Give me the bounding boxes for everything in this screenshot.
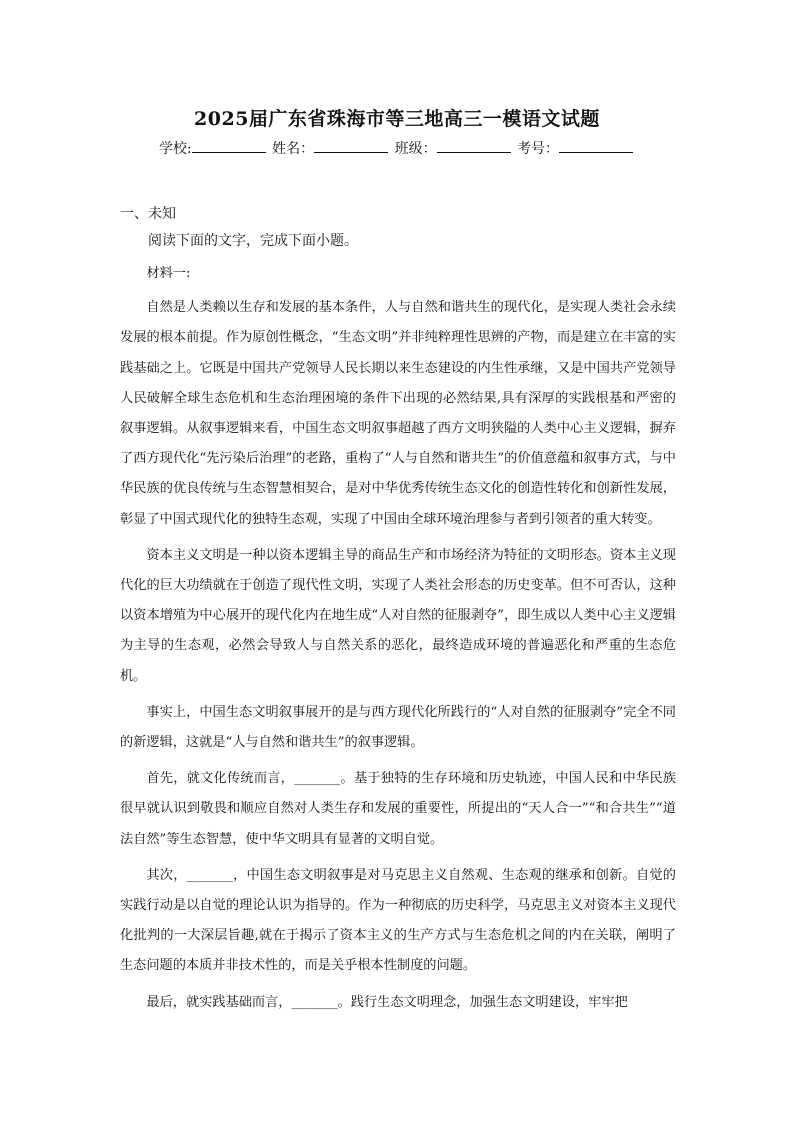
name-label: 姓名： [272,141,315,157]
paragraph: 自然是人类赖以生存和发展的基本条件，人与自然和谐共生的现代化，是实现人类社会永续发展的根本前提。作为原创性概念，“生态文明”并非纯粹理性思辨的产物，而是建立在丰富的实践基础之上。它既是中国共产党领导人民长期以来生态建设的内生性承继，又是中国共产党领导人民破解全球生态危机和生态治理困境的条件下出现的必然结果,具有深厚的实践根基和严密的叙事逻辑。从叙事逻辑来看，中国生态文明叙事超越了西方文明狭隘的人类中心主义逻辑，摒弃了西方现代化“先污染后治理”的老路，重构了“人与自然和谐共生”的价值意蕴和叙事方式，与中华民族的优良传统与生态智慧相契合，是对中华优秀传统生态文化的创造性转化和创新性发展，彰显了中国式现代化的独特生态观，实现了中国由全球环境治理参与者到引领者的重大转变。 [120,300,676,527]
paragraph: 资本主义文明是一种以资本逻辑主导的商品生产和市场经济为特征的文明形态。资本主义现代化的巨大功绩就在于创造了现代性文明，实现了人类社会形态的历史变革。但不可否认，这种以资本增殖为中心展开的现代化内在地生成“人对自然的征服剥夺”，即生成以人类中心主义逻辑为主导的生态观，必然会导致人与自然关系的恶化，最终造成环境的普遍恶化和严重的生态危机。 [120,547,676,684]
material-label: 材料一: [146,266,191,281]
page-title: 2025届广东省珠海市等三地高三一模语文试题 [194,108,600,130]
paragraph: 其次，_______，中国生态文明叙事是对马克思主义自然观、生态观的继承和创新。自觉的实践行动是以自觉的理论认识为指导的。作为一种彻底的历史科学，马克思主义对资本主义现代化批判的一大深层旨趣,就在于揭示了资本主义的生产方式与生态危机之间的内在关联，阐明了生态问题的本质并非技术性的，而是关乎根本性制度的问题。 [120,867,676,974]
class-blank[interactable] [437,139,511,153]
paragraph: 首先，就文化传统而言，_______。基于独特的生存环境和历史轨迹，中国人民和中华民族很早就认识到敬畏和顺应自然对人类生存和发展的重要性，所提出的“天人合一”“和合共生”“道法自然”等生态智慧，使中华文明具有显著的文明自觉。 [120,771,676,847]
paragraph: 事实上，中国生态文明叙事展开的是与西方现代化所践行的“人对自然的征服剥夺”完全不同的新逻辑，这就是“人与自然和谐共生”的叙事逻辑。 [120,704,676,751]
school-blank[interactable] [192,139,266,153]
name-blank[interactable] [314,139,388,153]
reading-content [120,229,676,1024]
instruction-text: 阅读下面的文字，完成下面小题。 [148,233,358,249]
exam-number-blank[interactable] [559,139,633,153]
paragraph: 最后，就实践基础而言，_______。践行生态文明理念，加强生态文明建设，牢牢把 [146,994,628,1010]
class-label: 班级： [394,141,437,157]
section-heading: 一、未知 [120,206,176,222]
student-info-line [0,138,794,158]
school-label: 学校: [158,141,192,157]
exam-number-label: 考号： [517,141,560,157]
